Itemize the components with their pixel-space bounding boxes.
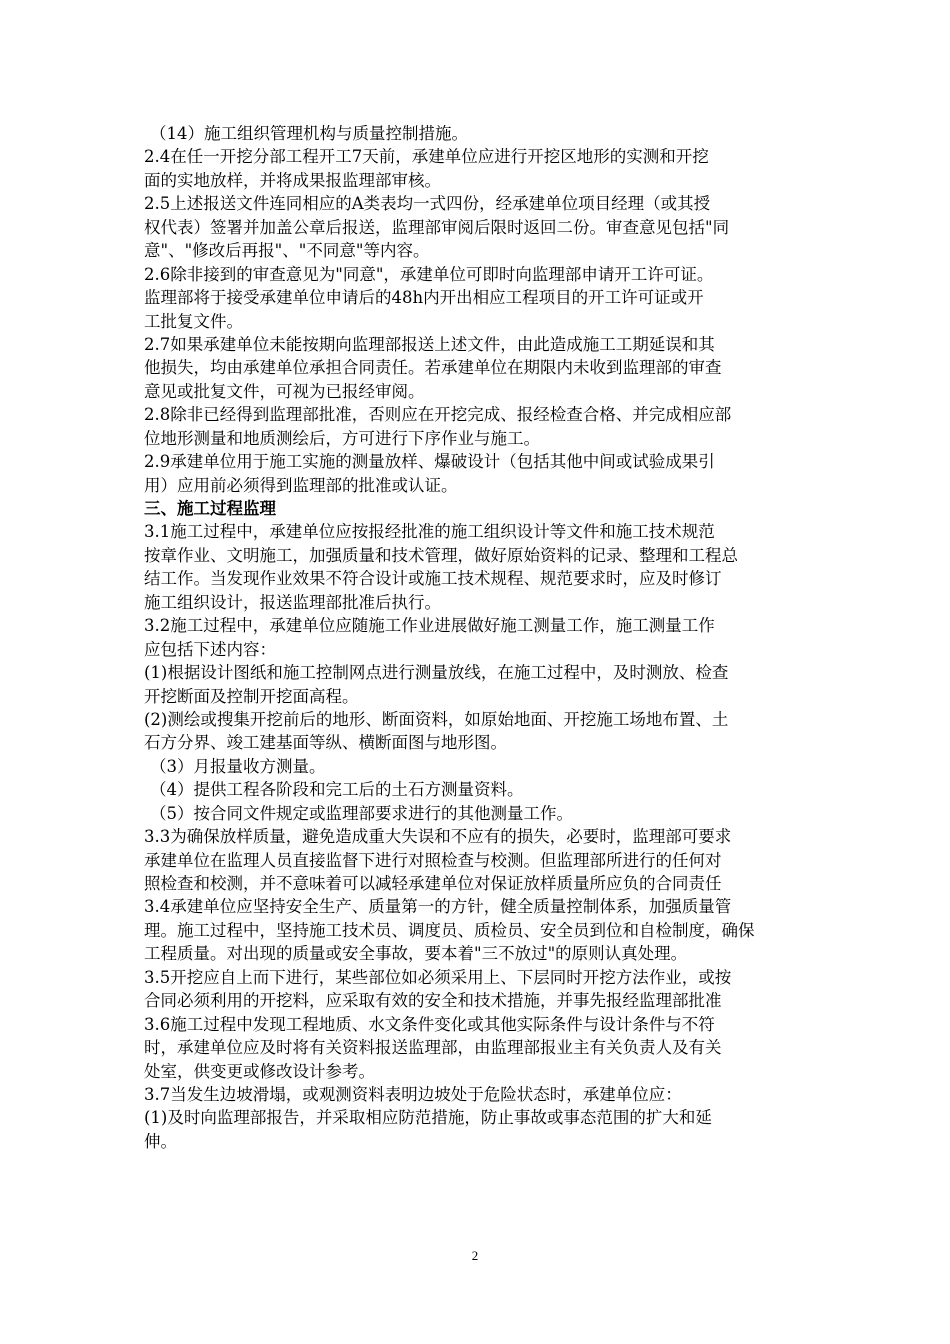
text-line: 面的实地放样，并将成果报监理部审核。 [144, 170, 441, 190]
text-line: （5）按合同文件规定或监理部要求进行的其他测量工作。 [150, 803, 573, 823]
text-line: 意见或批复文件，可视为已报经审阅。 [144, 381, 425, 401]
text-line: 承建单位在监理人员直接监督下进行对照检查与校测。但监理部所进行的任何对 [144, 850, 722, 870]
text-line: 3.7当发生边坡滑塌，或观测资料表明边坡处于危险状态时，承建单位应： [144, 1084, 682, 1104]
text-line: 开挖断面及控制开挖面高程。 [144, 686, 359, 706]
text-line: 2.9承建单位用于施工实施的测量放样、爆破设计（包括其他中间或试验成果引 [144, 452, 715, 472]
text-line: 合同必须利用的开挖料，应采取有效的安全和技术措施，并事先报经监理部批准 [144, 991, 722, 1011]
text-line: 位地形测量和地质测绘后，方可进行下序作业与施工。 [144, 428, 540, 448]
text-line: 2.7如果承建单位未能按期向监理部报送上述文件，由此造成施工工期延误和其 [144, 334, 715, 354]
text-line: （3）月报量收方测量。 [150, 756, 326, 776]
text-line: 3.1施工过程中，承建单位应按报经批准的施工组织设计等文件和施工技术规范 [144, 522, 715, 542]
text-line: 工批复文件。 [144, 311, 243, 331]
text-line: 监理部将于接受承建单位申请后的48h内开出相应工程项目的开工许可证或开 [144, 288, 704, 308]
text-line: 意"、"修改后再报"、"不同意"等内容。 [144, 241, 430, 261]
text-line: 2.6除非接到的审查意见为"同意"，承建单位可即时向监理部申请开工许可证。 [144, 264, 714, 284]
text-line: 2.8除非已经得到监理部批准，否则应在开挖完成、报经检查合格、并完成相应部 [144, 405, 732, 425]
text-line: 他损失，均由承建单位承担合同责任。若承建单位在期限内未收到监理部的审查 [144, 358, 722, 378]
section-heading: 三、施工过程监理 [144, 499, 276, 518]
text-line: 3.5开挖应自上而下进行，某些部位如必须采用上、下层同时开挖方法作业，或按 [144, 967, 732, 987]
text-line: 施工组织设计，报送监理部批准后执行。 [144, 592, 441, 612]
text-line: （14）施工组织管理机构与质量控制措施。 [150, 124, 468, 143]
text-line: 3.6施工过程中发现工程地质、水文条件变化或其他实际条件与设计条件与不符 [144, 1014, 715, 1034]
text-line: 按章作业、文明施工，加强质量和技术管理，做好原始资料的记录、整理和工程总 [144, 545, 738, 565]
text-line: 时，承建单位应及时将有关资料报送监理部，由监理部报业主有关负责人及有关 [144, 1038, 722, 1058]
text-line: （4）提供工程各阶段和完工后的土石方测量资料。 [150, 780, 524, 800]
document-body [144, 122, 812, 1153]
text-line: 结工作。当发现作业效果不符合设计或施工技术规程、规范要求时，应及时修订 [144, 569, 722, 589]
text-line: 3.4承建单位应坚持安全生产、质量第一的方针，健全质量控制体系，加强质量管 [144, 897, 732, 917]
text-line: 2.4在任一开挖分部工程开工7天前，承建单位应进行开挖区地形的实测和开挖 [144, 147, 709, 167]
text-line: 用）应用前必须得到监理部的批准或认证。 [144, 475, 458, 495]
text-line: 石方分界、竣工建基面等纵、横断面图与地形图。 [144, 733, 507, 753]
text-line: (1)根据设计图纸和施工控制网点进行测量放线，在施工过程中，及时测放、检查 [144, 663, 729, 683]
page-number: 2 [471, 1248, 479, 1263]
text-line: 2.5上述报送文件连同相应的A类表均一式四份，经承建单位项目经理（或其授 [144, 194, 711, 214]
text-line: 工程质量。对出现的质量或安全事故，要本着"三不放过"的原则认真处理。 [144, 944, 688, 964]
text-line: 理。施工过程中，坚持施工技术员、调度员、质检员、安全员到位和自检制度，确保 [144, 920, 755, 940]
text-line: 应包括下述内容： [144, 639, 276, 659]
text-line: (1)及时向监理部报告，并采取相应防范措施，防止事故或事态范围的扩大和延 [144, 1108, 712, 1128]
text-line: 伸。 [144, 1131, 177, 1151]
text-line: 处室，供变更或修改设计参考。 [144, 1061, 375, 1081]
text-line: (2)测绘或搜集开挖前后的地形、断面资料，如原始地面、开挖施工场地布置、土 [144, 709, 729, 729]
text-line: 照检查和校测，并不意味着可以减轻承建单位对保证放样质量所应负的合同责任 [144, 874, 722, 893]
text-line: 3.2施工过程中，承建单位应随施工作业进展做好施工测量工作，施工测量工作 [144, 616, 715, 636]
text-line: 3.3为确保放样质量，避免造成重大失误和不应有的损失，必要时，监理部可要求 [144, 827, 732, 847]
text-line: 权代表）签署并加盖公章后报送，监理部审阅后限时返回二份。审查意见包括"同 [144, 217, 730, 237]
